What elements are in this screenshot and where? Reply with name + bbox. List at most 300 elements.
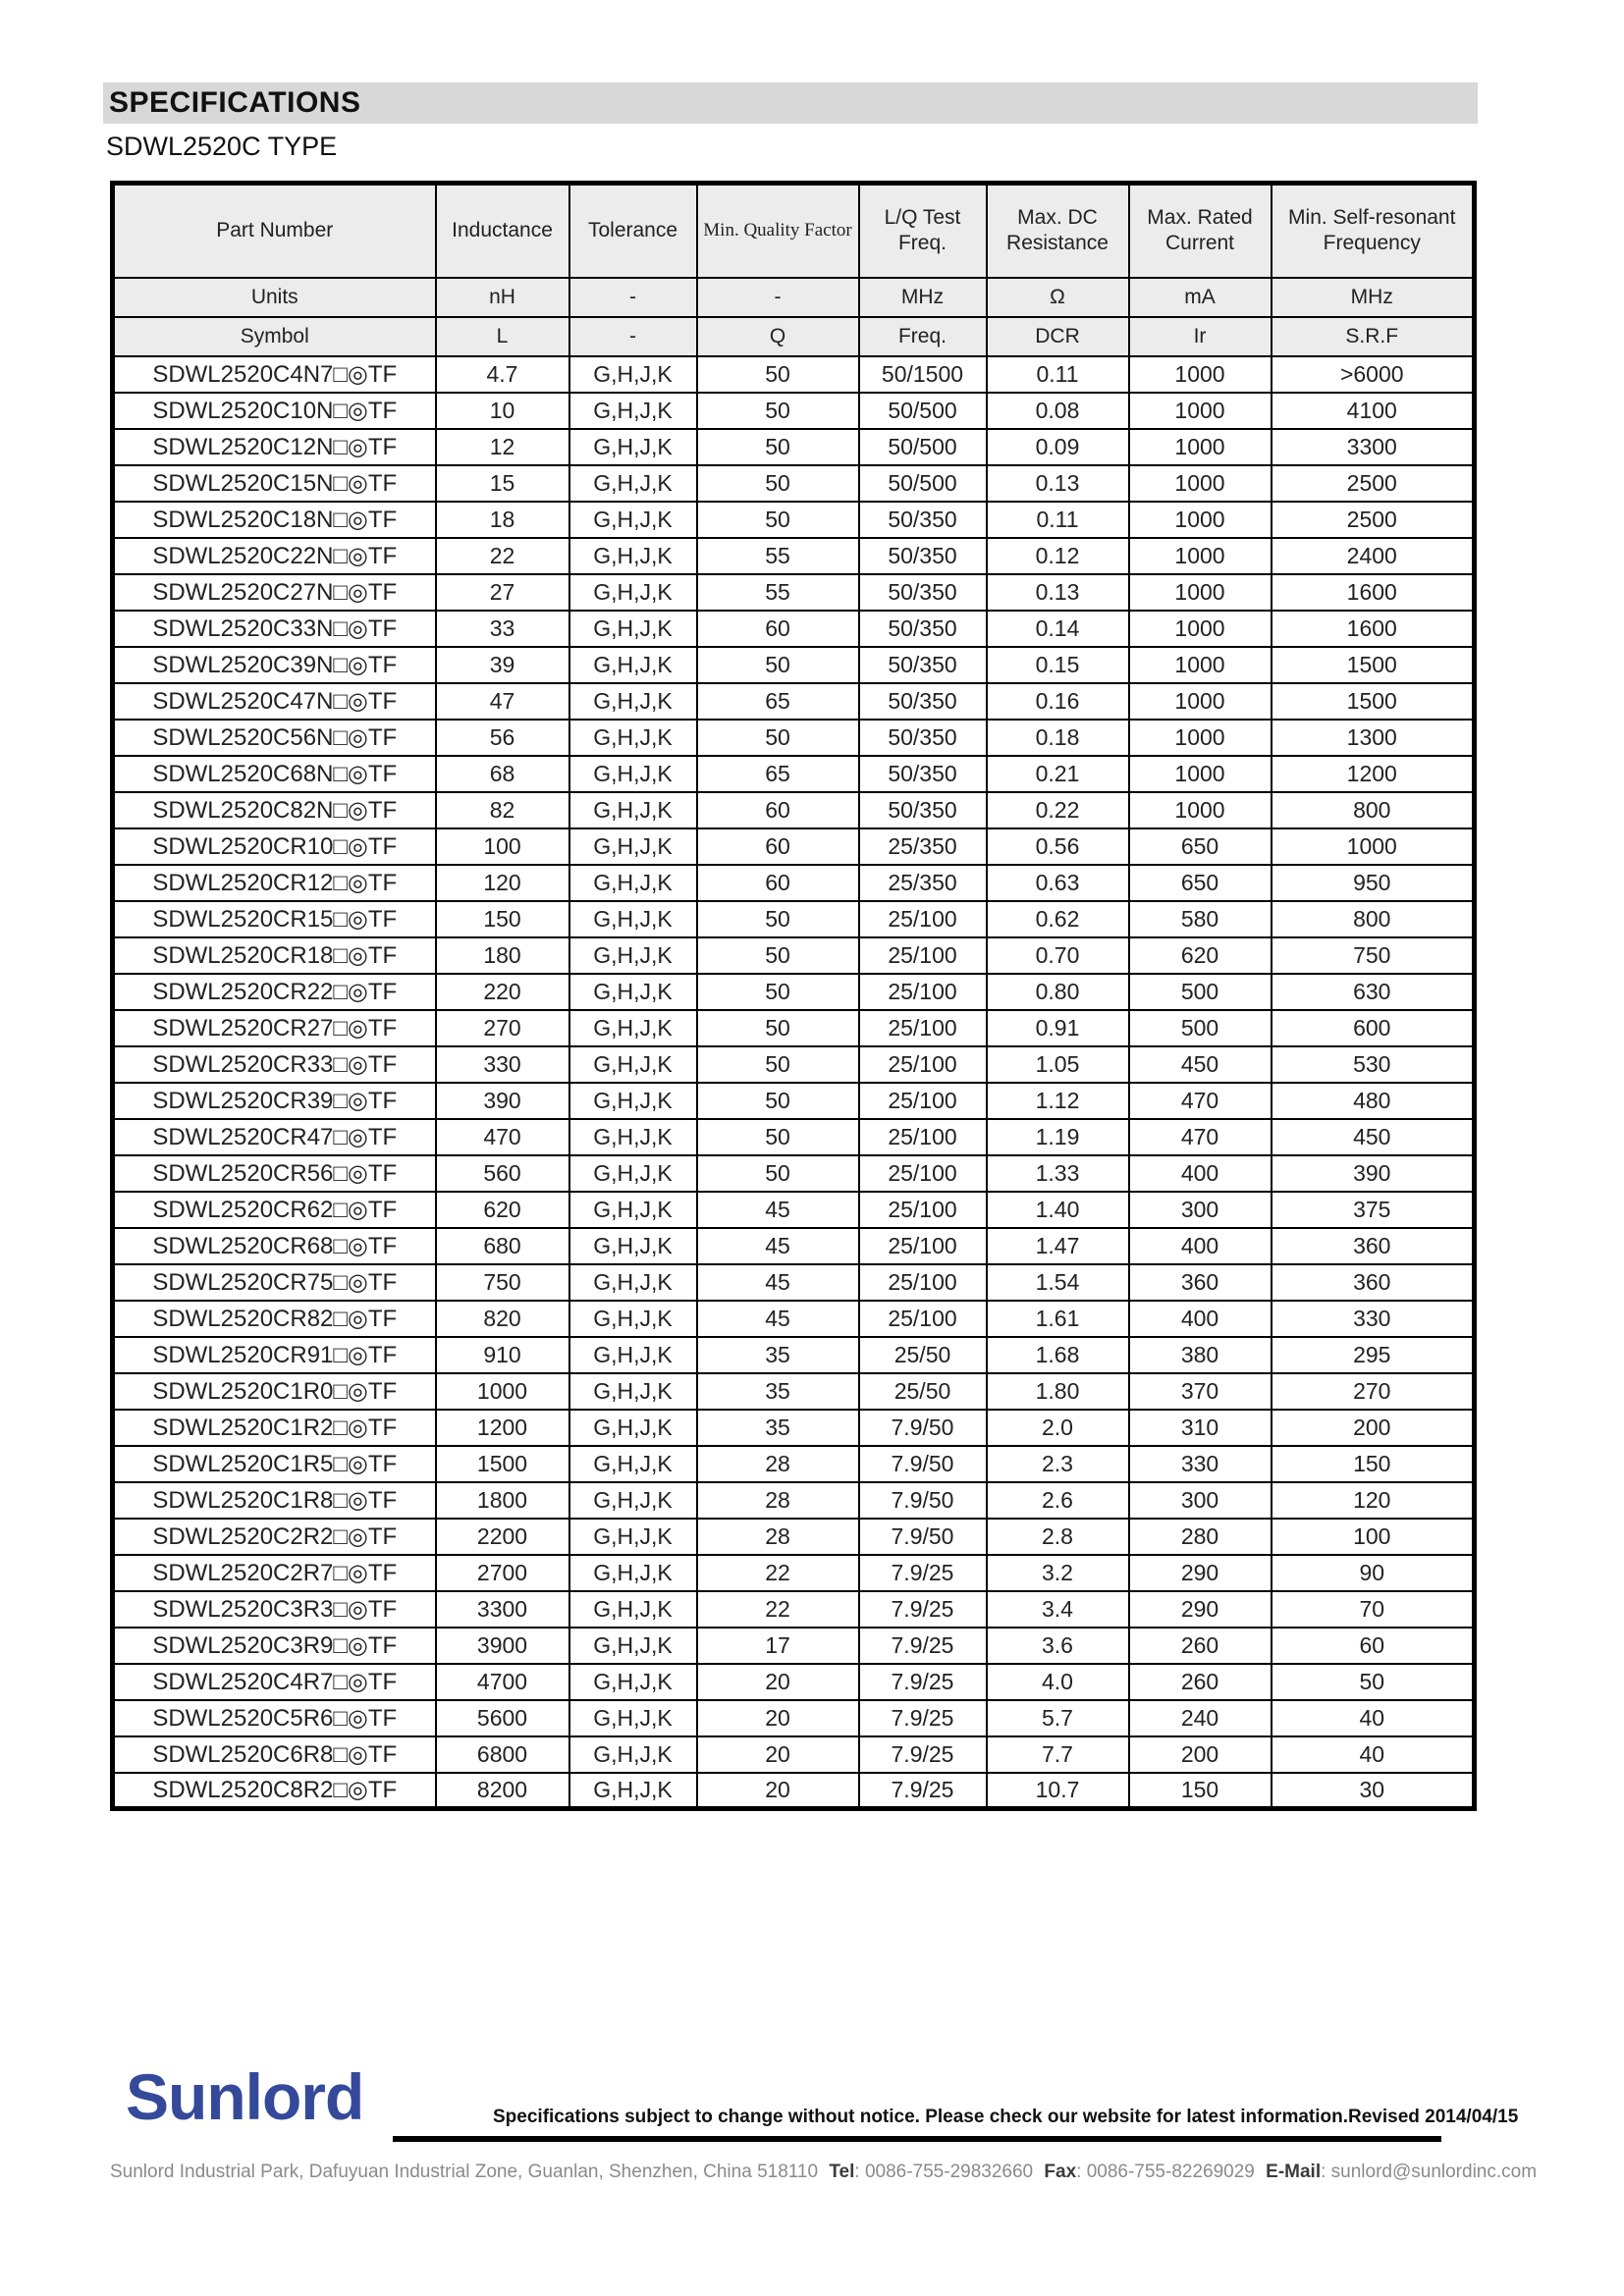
value-cell: 33 bbox=[436, 611, 569, 647]
value-cell: 30 bbox=[1272, 1773, 1475, 1809]
column-header: Inductance bbox=[436, 184, 569, 278]
value-cell: G,H,J,K bbox=[569, 1301, 697, 1337]
table-row bbox=[113, 1119, 1475, 1155]
part-number-cell: SDWL2520C2R2□◎TF bbox=[113, 1519, 436, 1555]
part-number-cell: SDWL2520C4N7□◎TF bbox=[113, 356, 436, 393]
value-cell: 65 bbox=[697, 756, 859, 792]
value-cell: 12 bbox=[436, 429, 569, 465]
value-cell: 4100 bbox=[1272, 393, 1475, 429]
value-cell: 260 bbox=[1129, 1628, 1272, 1664]
value-cell: 68 bbox=[436, 756, 569, 792]
table-row bbox=[113, 974, 1475, 1010]
value-cell: 45 bbox=[697, 1192, 859, 1228]
value-cell: 60 bbox=[697, 792, 859, 828]
value-cell: G,H,J,K bbox=[569, 792, 697, 828]
table-row bbox=[113, 1046, 1475, 1083]
value-cell: 50 bbox=[697, 356, 859, 393]
value-cell: 50/350 bbox=[859, 538, 987, 574]
value-cell: 60 bbox=[697, 611, 859, 647]
value-cell: 100 bbox=[1272, 1519, 1475, 1555]
value-cell: 1000 bbox=[1129, 574, 1272, 611]
value-cell: 28 bbox=[697, 1446, 859, 1482]
value-cell: 1000 bbox=[1129, 429, 1272, 465]
units-row bbox=[113, 278, 1475, 317]
part-number-cell: SDWL2520C5R6□◎TF bbox=[113, 1700, 436, 1736]
value-cell: 300 bbox=[1129, 1482, 1272, 1519]
value-cell: 7.9/50 bbox=[859, 1482, 987, 1519]
value-cell: 0.09 bbox=[987, 429, 1129, 465]
column-header: Min. Self-resonant Frequency bbox=[1272, 184, 1475, 278]
value-cell: 50 bbox=[697, 1083, 859, 1119]
value-cell: G,H,J,K bbox=[569, 1119, 697, 1155]
value-cell: 39 bbox=[436, 647, 569, 683]
value-cell: 1.61 bbox=[987, 1301, 1129, 1337]
table-row bbox=[113, 756, 1475, 792]
symbol-cell: S.R.F bbox=[1272, 317, 1475, 356]
part-number-cell: SDWL2520CR75□◎TF bbox=[113, 1264, 436, 1301]
value-cell: 2.6 bbox=[987, 1482, 1129, 1519]
part-number-cell: SDWL2520CR39□◎TF bbox=[113, 1083, 436, 1119]
part-number-cell: SDWL2520C1R8□◎TF bbox=[113, 1482, 436, 1519]
value-cell: 290 bbox=[1129, 1591, 1272, 1628]
table-row bbox=[113, 1591, 1475, 1628]
value-cell: 1.68 bbox=[987, 1337, 1129, 1373]
footer-divider bbox=[393, 2136, 1441, 2142]
value-cell: 20 bbox=[697, 1736, 859, 1773]
value-cell: 0.08 bbox=[987, 393, 1129, 429]
value-cell: 50 bbox=[697, 647, 859, 683]
value-cell: 7.9/50 bbox=[859, 1410, 987, 1446]
part-number-cell: SDWL2520CR12□◎TF bbox=[113, 865, 436, 901]
value-cell: 3.6 bbox=[987, 1628, 1129, 1664]
part-number-cell: SDWL2520CR56□◎TF bbox=[113, 1155, 436, 1192]
part-number-cell: SDWL2520C6R8□◎TF bbox=[113, 1736, 436, 1773]
symbol-cell: L bbox=[436, 317, 569, 356]
unit-cell: - bbox=[697, 278, 859, 317]
value-cell: 50/500 bbox=[859, 429, 987, 465]
value-cell: 0.13 bbox=[987, 574, 1129, 611]
table-row bbox=[113, 647, 1475, 683]
value-cell: 500 bbox=[1129, 974, 1272, 1010]
value-cell: G,H,J,K bbox=[569, 1482, 697, 1519]
symbol-cell: Freq. bbox=[859, 317, 987, 356]
value-cell: 240 bbox=[1129, 1700, 1272, 1736]
value-cell: 1000 bbox=[436, 1373, 569, 1410]
value-cell: 90 bbox=[1272, 1555, 1475, 1591]
value-cell: G,H,J,K bbox=[569, 828, 697, 865]
part-number-cell: SDWL2520C1R0□◎TF bbox=[113, 1373, 436, 1410]
table-row bbox=[113, 465, 1475, 502]
value-cell: 360 bbox=[1129, 1264, 1272, 1301]
table-row bbox=[113, 865, 1475, 901]
footer-address bbox=[110, 2162, 1538, 2183]
value-cell: 4.0 bbox=[987, 1664, 1129, 1700]
table-row bbox=[113, 1010, 1475, 1046]
value-cell: 1000 bbox=[1129, 720, 1272, 756]
sunlord-logo: Sunlord bbox=[126, 2060, 364, 2133]
unit-cell: mA bbox=[1129, 278, 1272, 317]
value-cell: G,H,J,K bbox=[569, 1010, 697, 1046]
table-row bbox=[113, 502, 1475, 538]
value-cell: 910 bbox=[436, 1337, 569, 1373]
footer-tel-value: : 0086-755-29832660 bbox=[854, 2162, 1034, 2182]
value-cell: 0.18 bbox=[987, 720, 1129, 756]
value-cell: 1000 bbox=[1129, 756, 1272, 792]
footer-email-label: E-Mail bbox=[1266, 2162, 1322, 2182]
table-row bbox=[113, 937, 1475, 974]
value-cell: 1500 bbox=[436, 1446, 569, 1482]
column-header: Max. DC Resistance bbox=[987, 184, 1129, 278]
value-cell: 750 bbox=[1272, 937, 1475, 974]
value-cell: 4700 bbox=[436, 1664, 569, 1700]
column-header: Tolerance bbox=[569, 184, 697, 278]
part-number-cell: SDWL2520C39N□◎TF bbox=[113, 647, 436, 683]
table-row bbox=[113, 429, 1475, 465]
value-cell: 45 bbox=[697, 1264, 859, 1301]
value-cell: 7.7 bbox=[987, 1736, 1129, 1773]
value-cell: G,H,J,K bbox=[569, 502, 697, 538]
value-cell: G,H,J,K bbox=[569, 1410, 697, 1446]
value-cell: G,H,J,K bbox=[569, 1192, 697, 1228]
part-number-cell: SDWL2520C27N□◎TF bbox=[113, 574, 436, 611]
column-header: Max. Rated Current bbox=[1129, 184, 1272, 278]
value-cell: 20 bbox=[697, 1773, 859, 1809]
table-row bbox=[113, 1192, 1475, 1228]
footer-revised-date: Revised 2014/04/15 bbox=[1348, 2107, 1519, 2127]
value-cell: 25/350 bbox=[859, 865, 987, 901]
value-cell: G,H,J,K bbox=[569, 1736, 697, 1773]
value-cell: 3.4 bbox=[987, 1591, 1129, 1628]
value-cell: 50 bbox=[697, 1155, 859, 1192]
value-cell: 400 bbox=[1129, 1155, 1272, 1192]
value-cell: 820 bbox=[436, 1301, 569, 1337]
symbol-row bbox=[113, 317, 1475, 356]
value-cell: 50/350 bbox=[859, 756, 987, 792]
table-row bbox=[113, 1155, 1475, 1192]
value-cell: 0.63 bbox=[987, 865, 1129, 901]
unit-cell: nH bbox=[436, 278, 569, 317]
value-cell: 50 bbox=[697, 429, 859, 465]
value-cell: 50 bbox=[697, 901, 859, 937]
value-cell: 7.9/25 bbox=[859, 1736, 987, 1773]
part-number-cell: SDWL2520C18N□◎TF bbox=[113, 502, 436, 538]
value-cell: 7.9/25 bbox=[859, 1591, 987, 1628]
value-cell: 530 bbox=[1272, 1046, 1475, 1083]
value-cell: 375 bbox=[1272, 1192, 1475, 1228]
value-cell: G,H,J,K bbox=[569, 937, 697, 974]
part-number-cell: SDWL2520C3R9□◎TF bbox=[113, 1628, 436, 1664]
part-number-cell: SDWL2520C12N□◎TF bbox=[113, 429, 436, 465]
value-cell: 20 bbox=[697, 1664, 859, 1700]
footer-address-text: Sunlord Industrial Park, Dafuyuan Industrial Zone, Guanlan, Shenzhen, China 518110 bbox=[110, 2162, 819, 2182]
part-number-cell: SDWL2520C68N□◎TF bbox=[113, 756, 436, 792]
value-cell: 360 bbox=[1272, 1264, 1475, 1301]
value-cell: 25/100 bbox=[859, 1301, 987, 1337]
footer-email-value: : sunlord@sunlordinc.com bbox=[1321, 2162, 1538, 2182]
part-number-cell: SDWL2520CR18□◎TF bbox=[113, 937, 436, 974]
value-cell: 1200 bbox=[436, 1410, 569, 1446]
value-cell: 25/100 bbox=[859, 974, 987, 1010]
value-cell: G,H,J,K bbox=[569, 538, 697, 574]
value-cell: 0.11 bbox=[987, 356, 1129, 393]
value-cell: 330 bbox=[436, 1046, 569, 1083]
value-cell: 50 bbox=[697, 465, 859, 502]
value-cell: 1600 bbox=[1272, 574, 1475, 611]
value-cell: 35 bbox=[697, 1410, 859, 1446]
symbol-cell: DCR bbox=[987, 317, 1129, 356]
value-cell: 450 bbox=[1272, 1119, 1475, 1155]
symbol-cell: Ir bbox=[1129, 317, 1272, 356]
table-row bbox=[113, 1664, 1475, 1700]
value-cell: G,H,J,K bbox=[569, 429, 697, 465]
value-cell: 1.33 bbox=[987, 1155, 1129, 1192]
value-cell: 22 bbox=[697, 1555, 859, 1591]
value-cell: G,H,J,K bbox=[569, 865, 697, 901]
symbol-cell: - bbox=[569, 317, 697, 356]
value-cell: 260 bbox=[1129, 1664, 1272, 1700]
value-cell: 20 bbox=[697, 1700, 859, 1736]
value-cell: 750 bbox=[436, 1264, 569, 1301]
value-cell: 560 bbox=[436, 1155, 569, 1192]
value-cell: 7.9/50 bbox=[859, 1446, 987, 1482]
value-cell: 1.80 bbox=[987, 1373, 1129, 1410]
value-cell: 1000 bbox=[1129, 683, 1272, 720]
value-cell: 3300 bbox=[436, 1591, 569, 1628]
value-cell: G,H,J,K bbox=[569, 1446, 697, 1482]
table-row bbox=[113, 538, 1475, 574]
value-cell: 28 bbox=[697, 1519, 859, 1555]
value-cell: 22 bbox=[697, 1591, 859, 1628]
value-cell: 1000 bbox=[1272, 828, 1475, 865]
value-cell: 220 bbox=[436, 974, 569, 1010]
value-cell: 1000 bbox=[1129, 538, 1272, 574]
value-cell: 1.54 bbox=[987, 1264, 1129, 1301]
part-number-cell: SDWL2520C47N□◎TF bbox=[113, 683, 436, 720]
table-row bbox=[113, 828, 1475, 865]
value-cell: 25/100 bbox=[859, 1010, 987, 1046]
part-number-cell: SDWL2520C4R7□◎TF bbox=[113, 1664, 436, 1700]
value-cell: 150 bbox=[1272, 1446, 1475, 1482]
part-number-cell: SDWL2520CR91□◎TF bbox=[113, 1337, 436, 1373]
value-cell: 1.19 bbox=[987, 1119, 1129, 1155]
footer-tel-label: Tel bbox=[829, 2162, 855, 2182]
value-cell: 35 bbox=[697, 1373, 859, 1410]
value-cell: 50 bbox=[697, 720, 859, 756]
value-cell: 1200 bbox=[1272, 756, 1475, 792]
value-cell: 7.9/25 bbox=[859, 1773, 987, 1809]
footer-notice: Specifications subject to change without notice. Please check our website for latest information. bbox=[493, 2107, 1349, 2127]
value-cell: 0.80 bbox=[987, 974, 1129, 1010]
table-row bbox=[113, 574, 1475, 611]
value-cell: G,H,J,K bbox=[569, 1628, 697, 1664]
part-number-cell: SDWL2520C33N□◎TF bbox=[113, 611, 436, 647]
value-cell: 56 bbox=[436, 720, 569, 756]
value-cell: 100 bbox=[436, 828, 569, 865]
value-cell: G,H,J,K bbox=[569, 1155, 697, 1192]
value-cell: G,H,J,K bbox=[569, 647, 697, 683]
value-cell: 50/350 bbox=[859, 720, 987, 756]
part-number-cell: SDWL2520C3R3□◎TF bbox=[113, 1591, 436, 1628]
table-row bbox=[113, 1773, 1475, 1809]
value-cell: 200 bbox=[1272, 1410, 1475, 1446]
table-row bbox=[113, 792, 1475, 828]
value-cell: 55 bbox=[697, 538, 859, 574]
value-cell: 60 bbox=[1272, 1628, 1475, 1664]
value-cell: 50 bbox=[697, 1046, 859, 1083]
value-cell: 50 bbox=[697, 393, 859, 429]
table-row bbox=[113, 683, 1475, 720]
table-row bbox=[113, 1083, 1475, 1119]
specifications-table-wrapper bbox=[110, 181, 1477, 1811]
value-cell: 25/100 bbox=[859, 1264, 987, 1301]
table-row bbox=[113, 720, 1475, 756]
value-cell: 400 bbox=[1129, 1228, 1272, 1264]
value-cell: 650 bbox=[1129, 865, 1272, 901]
value-cell: 470 bbox=[1129, 1083, 1272, 1119]
value-cell: 200 bbox=[1129, 1736, 1272, 1773]
unit-cell: MHz bbox=[859, 278, 987, 317]
value-cell: G,H,J,K bbox=[569, 574, 697, 611]
value-cell: 50/1500 bbox=[859, 356, 987, 393]
value-cell: 50/350 bbox=[859, 502, 987, 538]
value-cell: 22 bbox=[436, 538, 569, 574]
value-cell: 300 bbox=[1129, 1192, 1272, 1228]
value-cell: 150 bbox=[1129, 1773, 1272, 1809]
symbol-cell: Q bbox=[697, 317, 859, 356]
value-cell: 2.8 bbox=[987, 1519, 1129, 1555]
value-cell: 45 bbox=[697, 1228, 859, 1264]
part-number-cell: SDWL2520CR15□◎TF bbox=[113, 901, 436, 937]
value-cell: 25/100 bbox=[859, 1228, 987, 1264]
value-cell: G,H,J,K bbox=[569, 465, 697, 502]
table-row bbox=[113, 1482, 1475, 1519]
value-cell: 35 bbox=[697, 1337, 859, 1373]
part-number-cell: SDWL2520C2R7□◎TF bbox=[113, 1555, 436, 1591]
value-cell: G,H,J,K bbox=[569, 1591, 697, 1628]
value-cell: 25/100 bbox=[859, 901, 987, 937]
value-cell: 1.47 bbox=[987, 1228, 1129, 1264]
value-cell: 0.16 bbox=[987, 683, 1129, 720]
value-cell: >6000 bbox=[1272, 356, 1475, 393]
table-row bbox=[113, 1228, 1475, 1264]
value-cell: G,H,J,K bbox=[569, 974, 697, 1010]
part-number-cell: SDWL2520C22N□◎TF bbox=[113, 538, 436, 574]
value-cell: 1300 bbox=[1272, 720, 1475, 756]
value-cell: 2700 bbox=[436, 1555, 569, 1591]
value-cell: 630 bbox=[1272, 974, 1475, 1010]
value-cell: G,H,J,K bbox=[569, 901, 697, 937]
part-number-cell: SDWL2520C15N□◎TF bbox=[113, 465, 436, 502]
table-row bbox=[113, 1628, 1475, 1664]
value-cell: 25/100 bbox=[859, 1046, 987, 1083]
symbol-label: Symbol bbox=[113, 317, 436, 356]
part-number-cell: SDWL2520CR62□◎TF bbox=[113, 1192, 436, 1228]
value-cell: 25/100 bbox=[859, 1155, 987, 1192]
value-cell: 1.05 bbox=[987, 1046, 1129, 1083]
value-cell: 0.91 bbox=[987, 1010, 1129, 1046]
h1-row bbox=[113, 184, 1475, 278]
value-cell: G,H,J,K bbox=[569, 1519, 697, 1555]
value-cell: 27 bbox=[436, 574, 569, 611]
value-cell: 120 bbox=[1272, 1482, 1475, 1519]
value-cell: 2500 bbox=[1272, 465, 1475, 502]
value-cell: 1000 bbox=[1129, 356, 1272, 393]
part-number-cell: SDWL2520CR10□◎TF bbox=[113, 828, 436, 865]
value-cell: G,H,J,K bbox=[569, 1046, 697, 1083]
table-row bbox=[113, 1337, 1475, 1373]
value-cell: 650 bbox=[1129, 828, 1272, 865]
value-cell: 82 bbox=[436, 792, 569, 828]
value-cell: 50 bbox=[697, 502, 859, 538]
value-cell: 1000 bbox=[1129, 393, 1272, 429]
value-cell: 470 bbox=[436, 1119, 569, 1155]
value-cell: 25/350 bbox=[859, 828, 987, 865]
value-cell: 1000 bbox=[1129, 792, 1272, 828]
value-cell: 50/350 bbox=[859, 611, 987, 647]
value-cell: 25/100 bbox=[859, 1192, 987, 1228]
part-number-cell: SDWL2520CR47□◎TF bbox=[113, 1119, 436, 1155]
value-cell: 800 bbox=[1272, 792, 1475, 828]
value-cell: 0.12 bbox=[987, 538, 1129, 574]
value-cell: 1000 bbox=[1129, 502, 1272, 538]
value-cell: 40 bbox=[1272, 1736, 1475, 1773]
value-cell: 295 bbox=[1272, 1337, 1475, 1373]
value-cell: 620 bbox=[1129, 937, 1272, 974]
value-cell: 1.12 bbox=[987, 1083, 1129, 1119]
table-row bbox=[113, 1264, 1475, 1301]
footer-fax-value: : 0086-755-82269029 bbox=[1076, 2162, 1255, 2182]
value-cell: G,H,J,K bbox=[569, 1555, 697, 1591]
value-cell: 1800 bbox=[436, 1482, 569, 1519]
value-cell: 70 bbox=[1272, 1591, 1475, 1628]
value-cell: 500 bbox=[1129, 1010, 1272, 1046]
value-cell: 800 bbox=[1272, 901, 1475, 937]
value-cell: G,H,J,K bbox=[569, 611, 697, 647]
footer-notice-row bbox=[493, 2107, 1519, 2128]
value-cell: 17 bbox=[697, 1628, 859, 1664]
value-cell: 47 bbox=[436, 683, 569, 720]
value-cell: 480 bbox=[1272, 1083, 1475, 1119]
value-cell: 50 bbox=[697, 1119, 859, 1155]
part-number-cell: SDWL2520CR27□◎TF bbox=[113, 1010, 436, 1046]
value-cell: 1000 bbox=[1129, 647, 1272, 683]
column-header: Part Number bbox=[113, 184, 436, 278]
table-row bbox=[113, 1446, 1475, 1482]
value-cell: 55 bbox=[697, 574, 859, 611]
value-cell: G,H,J,K bbox=[569, 1373, 697, 1410]
value-cell: G,H,J,K bbox=[569, 356, 697, 393]
value-cell: 50/500 bbox=[859, 465, 987, 502]
value-cell: 0.70 bbox=[987, 937, 1129, 974]
value-cell: 25/50 bbox=[859, 1337, 987, 1373]
value-cell: 25/100 bbox=[859, 1119, 987, 1155]
part-number-cell: SDWL2520C56N□◎TF bbox=[113, 720, 436, 756]
value-cell: 7.9/25 bbox=[859, 1664, 987, 1700]
value-cell: 620 bbox=[436, 1192, 569, 1228]
value-cell: 150 bbox=[436, 901, 569, 937]
section-title: SPECIFICATIONS bbox=[103, 82, 1478, 124]
specifications-table bbox=[110, 181, 1477, 1811]
part-number-cell: SDWL2520C1R2□◎TF bbox=[113, 1410, 436, 1446]
value-cell: 2.3 bbox=[987, 1446, 1129, 1482]
value-cell: 3300 bbox=[1272, 429, 1475, 465]
unit-cell: MHz bbox=[1272, 278, 1475, 317]
value-cell: G,H,J,K bbox=[569, 756, 697, 792]
value-cell: G,H,J,K bbox=[569, 1337, 697, 1373]
table-row bbox=[113, 356, 1475, 393]
value-cell: 65 bbox=[697, 683, 859, 720]
table-row bbox=[113, 1301, 1475, 1337]
